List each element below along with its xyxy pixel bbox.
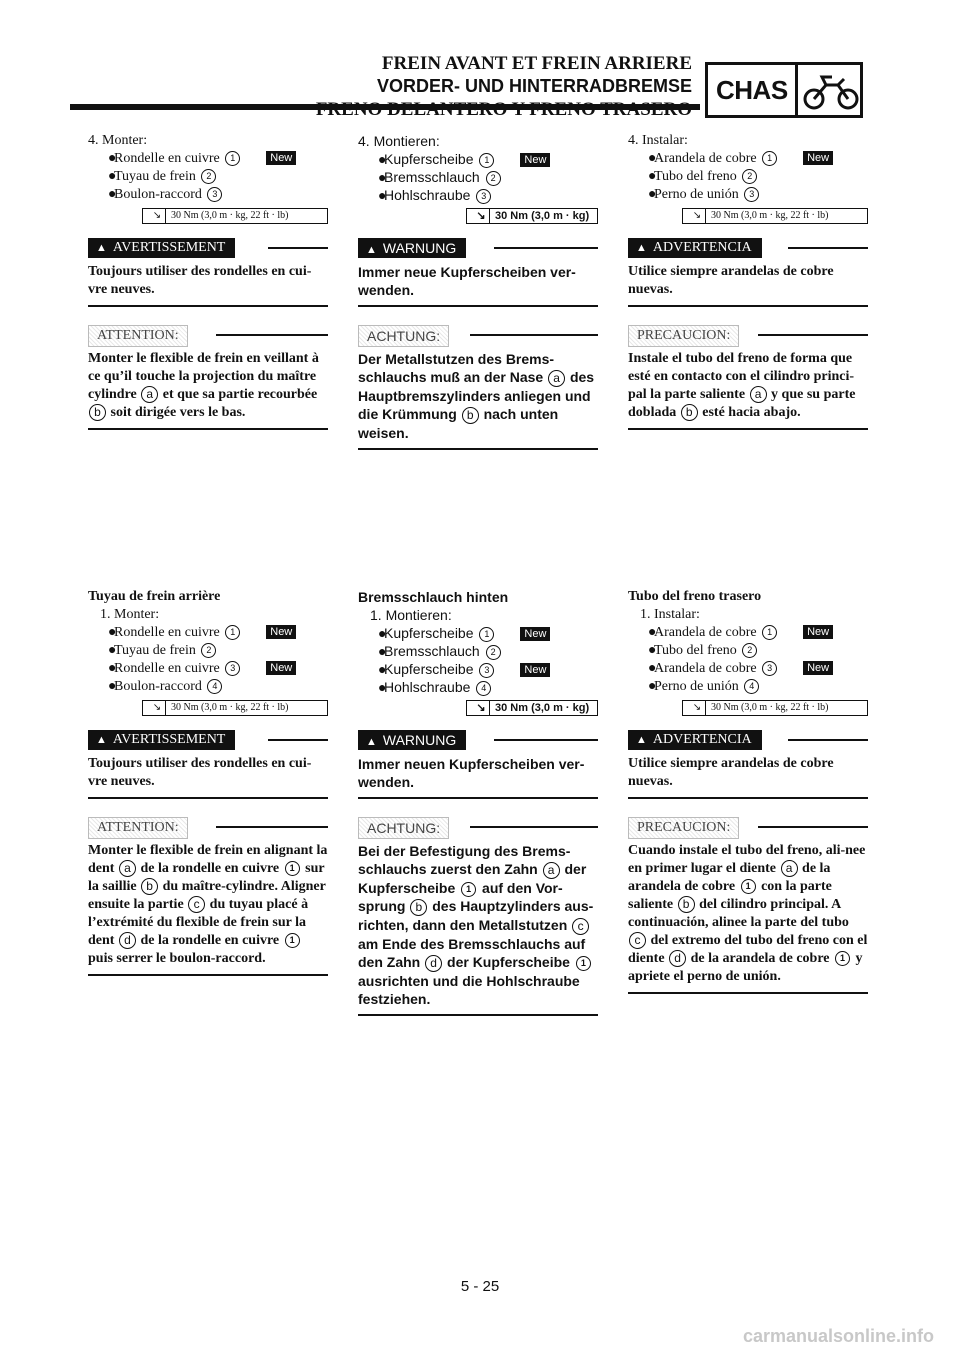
warning-text: Utilice siempre arandelas de cobre nuevas. bbox=[628, 756, 834, 789]
caution-header bbox=[628, 817, 868, 837]
wrench-icon: ↘ bbox=[152, 210, 162, 221]
caution-text: Monter le flexible de frein en alignant la dent a de la rondelle en cuivre 1 sur la saillie b du maître-cylindre. Aligner ensuite la partie c du tuyau placé à l’extrémité du flexible de frein sur la dent d de la rondelle en cuivre 1 puis serrer le boulon-raccord. bbox=[88, 843, 328, 966]
warning-triangle-icon: ▲ bbox=[366, 244, 377, 256]
warning-header bbox=[88, 730, 328, 750]
list-item: ● Rondelle en cuivre 3 New bbox=[88, 660, 328, 678]
list-item: ● Tubo del freno 2 bbox=[628, 168, 868, 186]
new-badge: New bbox=[520, 627, 550, 641]
list-item: ● Arandela de cobre 1 New bbox=[628, 150, 868, 168]
caution-text: Monter le flexible de frein en veillant à ce qu’il touche la projection du maître cylindre a et que sa partie recourbée b soit dirigée vers le bas. bbox=[88, 351, 319, 420]
warning-text: Immer neuen Kupferscheiben ver-wenden. bbox=[358, 756, 585, 790]
warning-text: Immer neue Kupferscheiben ver-wenden. bbox=[358, 264, 576, 298]
fr-block-1 bbox=[88, 132, 328, 430]
warning-badge: ▲ ADVERTENCIA bbox=[628, 730, 762, 750]
list-item: ● Kupferscheibe 1 New bbox=[358, 150, 598, 168]
es-block-1 bbox=[628, 132, 868, 430]
warning-header bbox=[358, 730, 598, 750]
header-rule bbox=[70, 104, 700, 110]
torque-spec: ↘ 30 Nm (3,0 m · kg, 22 ft · lb) bbox=[682, 208, 868, 224]
section-badge bbox=[705, 62, 863, 118]
de-block-1 bbox=[358, 132, 598, 450]
new-badge: New bbox=[520, 663, 550, 677]
page-header bbox=[316, 52, 692, 121]
watermark[interactable]: carmanualsonline.info bbox=[742, 1326, 934, 1346]
warning-badge: ▲ AVERTISSEMENT bbox=[88, 238, 235, 258]
warning-triangle-icon: ▲ bbox=[96, 734, 107, 746]
caution-header bbox=[628, 325, 868, 345]
motorcycle-icon bbox=[802, 71, 860, 113]
step: 1. Montieren: bbox=[370, 607, 452, 623]
list-item: ● Rondelle en cuivre 1 New bbox=[88, 624, 328, 642]
list-item: ● Hohlschraube 4 bbox=[358, 678, 598, 696]
torque-spec: ↘ 30 Nm (3,0 m · kg) bbox=[466, 208, 598, 224]
torque-spec: ↘ 30 Nm (3,0 m · kg, 22 ft · lb) bbox=[142, 700, 328, 716]
new-badge: New bbox=[803, 661, 833, 675]
warning-badge: ▲ AVERTISSEMENT bbox=[88, 730, 235, 750]
caution-badge: ACHTUNG: bbox=[358, 325, 449, 347]
caution-badge: ATTENTION: bbox=[88, 817, 188, 839]
section-code: CHAS bbox=[716, 75, 788, 105]
warning-text: Toujours utiliser des rondelles en cui-vre neuves. bbox=[88, 264, 312, 297]
title-de: VORDER- UND HINTERRADBREMSE bbox=[376, 76, 692, 96]
caution-badge: PRECAUCION: bbox=[628, 325, 739, 347]
warning-badge: ▲ WARNUNG bbox=[358, 730, 466, 750]
torque-spec: ↘ 30 Nm (3,0 m · kg, 22 ft · lb) bbox=[682, 700, 868, 716]
caution-text: Cuando instale el tubo del freno, ali-nee en primer lugar el diente a de la arandela de cobre 1 con la parte saliente b del cilindro principal. A continuación, alinee la parte del tubo c del extremo del tubo del freno con el diente d de la arandela de cobre 1 y apriete el perno de unión. bbox=[628, 843, 868, 984]
step: 4. Monter: bbox=[88, 133, 148, 148]
torque-spec: ↘ 30 Nm (3,0 m · kg, 22 ft · lb) bbox=[142, 208, 328, 224]
section-title: Tubo del freno trasero bbox=[628, 589, 762, 604]
warning-text: Utilice siempre arandelas de cobre nuevas. bbox=[628, 264, 834, 297]
warning-triangle-icon: ▲ bbox=[636, 242, 647, 254]
torque-spec: ↘ 30 Nm (3,0 m · kg) bbox=[466, 700, 598, 716]
warning-badge: ▲ ADVERTENCIA bbox=[628, 238, 762, 258]
list-item: ● Rondelle en cuivre 1 New bbox=[88, 150, 328, 168]
step: 1. Monter: bbox=[100, 607, 160, 622]
new-badge: New bbox=[266, 661, 296, 675]
caution-header bbox=[88, 817, 328, 837]
warning-triangle-icon: ▲ bbox=[96, 242, 107, 254]
caution-header bbox=[88, 325, 328, 345]
caution-badge: PRECAUCION: bbox=[628, 817, 739, 839]
section-title: Tuyau de frein arrière bbox=[88, 589, 221, 604]
wrench-icon: ↘ bbox=[692, 702, 702, 713]
list-item: ● Arandela de cobre 3 New bbox=[628, 660, 868, 678]
list-item: ● Perno de unión 4 bbox=[628, 678, 868, 696]
caution-text: Bei der Befestigung des Brems-schlauchs zuerst den Zahn a der Kupferscheibe 1 auf den Vor-sprung b des Hauptzylinders aus-richten, dann den Metallstutzen c am Ende des Bremsschlauchs auf den Zahn d der Kupferscheibe 1 ausrichten und die Hohlschraube festziehen. bbox=[358, 843, 594, 1007]
es-block-2 bbox=[628, 588, 868, 994]
page-number: 5 - 25 bbox=[460, 1278, 500, 1295]
new-badge: New bbox=[266, 151, 296, 165]
warning-header bbox=[358, 238, 598, 258]
list-item: ● Tuyau de frein 2 bbox=[88, 168, 328, 186]
step: 1. Instalar: bbox=[640, 607, 700, 622]
warning-triangle-icon: ▲ bbox=[636, 734, 647, 746]
caution-badge: ATTENTION: bbox=[88, 325, 188, 347]
title-fr: FREIN AVANT ET FREIN ARRIERE bbox=[381, 53, 692, 74]
warning-header bbox=[628, 238, 868, 258]
list-item: ● Arandela de cobre 1 New bbox=[628, 624, 868, 642]
list-item: ● Hohlschraube 3 bbox=[358, 186, 598, 204]
wrench-icon: ↘ bbox=[152, 702, 162, 713]
wrench-icon: ↘ bbox=[476, 210, 486, 222]
wrench-icon: ↘ bbox=[692, 210, 702, 221]
caution-text: Instale el tubo del freno de forma que esté en contacto con el cilindro princi-pal la parte saliente a y que su parte doblada b esté hacia abajo. bbox=[628, 351, 856, 420]
fr-block-2 bbox=[88, 588, 328, 976]
list-item: ● Perno de unión 3 bbox=[628, 186, 868, 204]
new-badge: New bbox=[520, 153, 550, 167]
de-block-2 bbox=[358, 588, 598, 1016]
list-item: ● Tubo del freno 2 bbox=[628, 642, 868, 660]
caution-text: Der Metallstutzen des Brems-schlauchs muß an der Nase a des Hauptbremszylinders anliegen und die Krümmung b nach unten weisen. bbox=[358, 351, 595, 441]
list-item: ● Boulon-raccord 3 bbox=[88, 186, 328, 204]
new-badge: New bbox=[803, 151, 833, 165]
caution-header bbox=[358, 817, 598, 837]
wrench-icon: ↘ bbox=[476, 702, 486, 714]
section-title: Bremsschlauch hinten bbox=[358, 589, 509, 605]
warning-triangle-icon: ▲ bbox=[366, 736, 377, 748]
caution-badge: ACHTUNG: bbox=[358, 817, 449, 839]
list-item: ● Bremsschlauch 2 bbox=[358, 168, 598, 186]
warning-header bbox=[88, 238, 328, 258]
list-item: ● Kupferscheibe 3 New bbox=[358, 660, 598, 678]
list-item: ● Tuyau de frein 2 bbox=[88, 642, 328, 660]
list-item: ● Kupferscheibe 1 New bbox=[358, 624, 598, 642]
new-badge: New bbox=[803, 625, 833, 639]
step: 4. Instalar: bbox=[628, 133, 688, 148]
warning-text: Toujours utiliser des rondelles en cui-vre neuves. bbox=[88, 756, 312, 789]
warning-badge: ▲ WARNUNG bbox=[358, 238, 466, 258]
new-badge: New bbox=[266, 625, 296, 639]
warning-header bbox=[628, 730, 868, 750]
list-item: ● Boulon-raccord 4 bbox=[88, 678, 328, 696]
list-item: ● Bremsschlauch 2 bbox=[358, 642, 598, 660]
caution-header bbox=[358, 325, 598, 345]
step: 4. Montieren: bbox=[358, 133, 440, 149]
